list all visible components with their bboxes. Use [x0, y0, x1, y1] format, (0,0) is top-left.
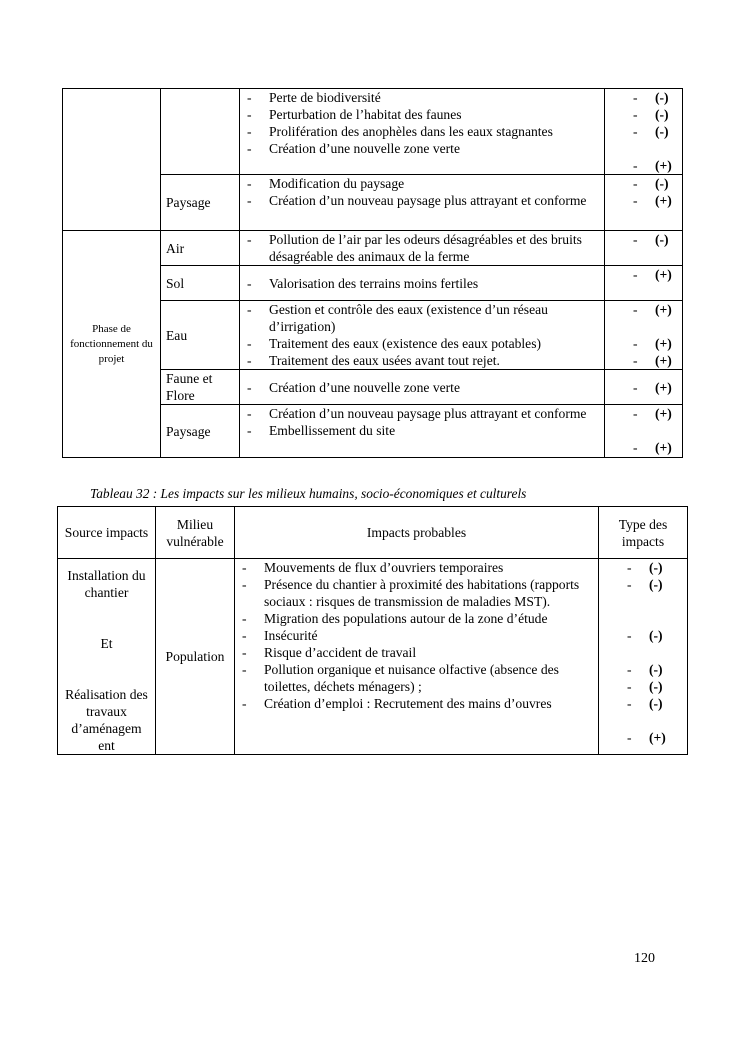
list-item: - Traitement des eaux (existence des eaux potables) — [240, 335, 604, 352]
type-cell — [605, 301, 683, 370]
list-item — [599, 610, 687, 627]
table-row — [58, 559, 688, 755]
list-item: - (+) — [599, 729, 687, 746]
list-item: - Pollution organique et nuisance olfactive (absence des toilettes, déchets ménagers) ; — [235, 661, 598, 695]
list-item: - Valorisation des terrains moins fertiles — [240, 275, 604, 292]
list-item: - (+) — [605, 405, 682, 422]
impacts-cell — [240, 231, 605, 266]
source-line-realisation: Réalisation des travaux d’aménagem ent — [65, 687, 148, 753]
page-number: 120 — [634, 951, 655, 966]
list-item: - (-) — [605, 231, 682, 248]
list-item: - Risque d’accident de travail — [235, 644, 598, 661]
list-item — [599, 644, 687, 661]
human-impacts-table — [57, 506, 688, 755]
impacts-cell — [240, 370, 605, 405]
list-item: - Modification du paysage — [240, 175, 604, 192]
table-row — [63, 231, 683, 266]
phase-label: Phase de fonctionnement du projet — [63, 231, 161, 458]
table-row — [63, 89, 683, 175]
type-cell — [599, 559, 688, 755]
list-item: - Migration des populations autour de la zone d’étude — [235, 610, 598, 627]
impacts-table-continued — [62, 88, 683, 458]
list-item: - (-) — [599, 695, 687, 712]
list-item: - (-) — [599, 627, 687, 644]
list-item: - Prolifération des anophèles dans les eaux stagnantes — [240, 123, 604, 140]
list-item: - Perte de biodiversité — [240, 89, 604, 106]
impacts-cell — [240, 301, 605, 370]
impacts-cell — [240, 175, 605, 231]
list-item: - (+) — [605, 335, 682, 352]
list-item: - Création d’une nouvelle zone verte — [240, 379, 604, 396]
milieu-cell: Faune et Flore — [161, 370, 240, 405]
impacts-cell — [240, 89, 605, 175]
list-item: - Insécurité — [235, 627, 598, 644]
list-item: - (+) — [605, 439, 682, 456]
list-item: - (-) — [599, 576, 687, 593]
list-item: - (-) — [605, 175, 682, 192]
list-item: - (-) — [599, 678, 687, 695]
header-impacts: Impacts probables — [235, 507, 599, 559]
list-item: - (-) — [605, 89, 682, 106]
header-milieu: Milieu vulnérable — [156, 507, 235, 559]
list-item: - (-) — [599, 559, 687, 576]
milieu-cell: Population — [156, 559, 235, 755]
list-item: - (+) — [605, 379, 682, 396]
list-item — [605, 140, 682, 157]
list-item: - Présence du chantier à proximité des habitations (rapports sociaux : risques de transmission de maladies MST). — [235, 576, 598, 610]
list-item: - Gestion et contrôle des eaux (existence d’un réseau d’irrigation) — [240, 301, 604, 335]
list-item: - Perturbation de l’habitat des faunes — [240, 106, 604, 123]
impacts-cell — [240, 405, 605, 458]
list-item: - Pollution de l’air par les odeurs désagréables et des bruits désagréable des animaux de la ferme — [240, 231, 604, 265]
milieu-cell-empty — [161, 89, 240, 175]
list-item — [599, 593, 687, 610]
milieu-cell: Paysage — [161, 175, 240, 231]
source-line-installation: Installation du chantier — [67, 568, 146, 600]
impacts-cell — [240, 266, 605, 301]
type-cell — [605, 266, 683, 301]
list-item: - (+) — [605, 192, 682, 209]
list-item: - Création d’un nouveau paysage plus attrayant et conforme — [240, 192, 604, 209]
milieu-cell: Paysage — [161, 405, 240, 458]
header-source: Source impacts — [58, 507, 156, 559]
list-item: - Embellissement du site — [240, 422, 604, 439]
table-caption: Tableau 32 : Les impacts sur les milieux humains, socio-économiques et culturels — [90, 486, 527, 501]
phase-cell-empty — [63, 89, 161, 231]
list-item — [605, 318, 682, 335]
list-item: - Mouvements de flux d’ouvriers temporaires — [235, 559, 598, 576]
type-cell — [605, 405, 683, 458]
list-item: - (-) — [605, 106, 682, 123]
list-item: - (+) — [605, 157, 682, 174]
list-item: - Création d’emploi : Recrutement des mains d’ouvres — [235, 695, 598, 712]
list-item: - (+) — [605, 352, 682, 369]
header-row — [58, 507, 688, 559]
milieu-cell: Eau — [161, 301, 240, 370]
type-cell — [605, 175, 683, 231]
milieu-cell: Sol — [161, 266, 240, 301]
milieu-cell: Air — [161, 231, 240, 266]
list-item: - Création d’un nouveau paysage plus attrayant et conforme — [240, 405, 604, 422]
list-item: - Création d’une nouvelle zone verte — [240, 140, 604, 157]
list-item: - Traitement des eaux usées avant tout rejet. — [240, 352, 604, 369]
header-type: Type des impacts — [599, 507, 688, 559]
source-line-et: Et — [100, 636, 113, 651]
type-cell — [605, 370, 683, 405]
list-item: - (+) — [605, 266, 682, 283]
list-item: - (+) — [605, 301, 682, 318]
list-item: - (-) — [605, 123, 682, 140]
list-item — [599, 712, 687, 729]
type-cell — [605, 89, 683, 175]
list-item — [605, 422, 682, 439]
type-cell — [605, 231, 683, 266]
impacts-cell — [235, 559, 599, 755]
list-item: - (-) — [599, 661, 687, 678]
source-cell — [58, 559, 156, 755]
